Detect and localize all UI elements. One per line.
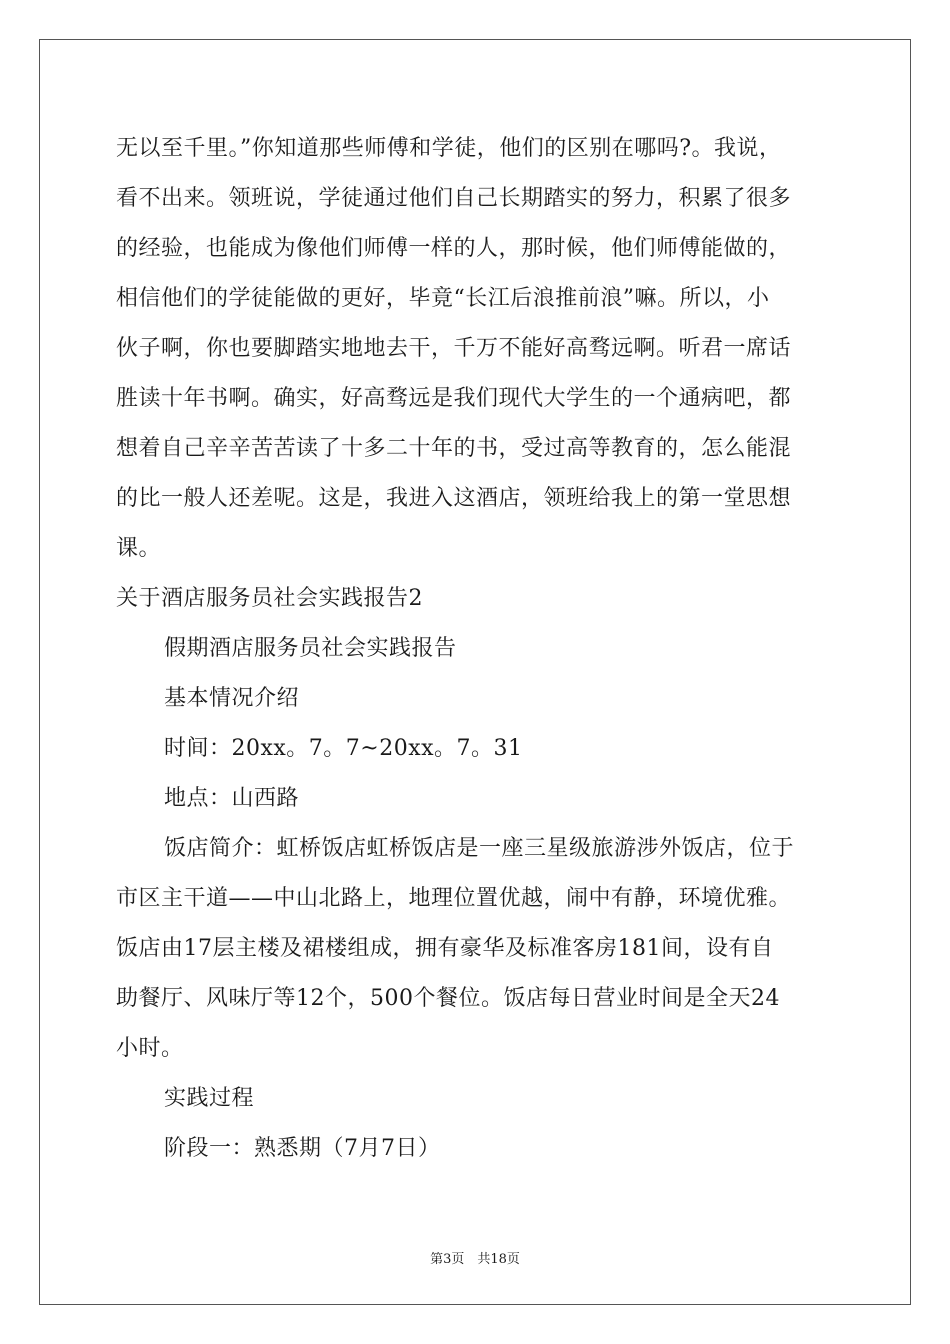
stage-one: 阶段一：熟悉期（7月7日） [164,1136,441,1161]
document-body [116,124,836,1174]
section-heading: 关于酒店服务员社会实践报告2 [116,586,423,611]
time-line: 时间：20xx。7。7~20xx。7。31 [164,736,523,761]
body-line-8: 的比一般人还差呢。这是，我进入这酒店，领班给我上的第一堂思想 [116,486,792,511]
body-line-6: 胜读十年书啊。确实，好高骛远是我们现代大学生的一个通病吧，都 [116,386,792,411]
intro-line-2: 市区主干道——中山北路上，地理位置优越，闹中有静，环境优雅。 [116,886,792,911]
body-line-4: 相信他们的学徒能做的更好，毕竟“长江后浪推前浪”嘛。所以，小 [116,286,770,311]
body-line-2: 看不出来。领班说，学徒通过他们自己长期踏实的努力，积累了很多 [116,186,792,211]
body-line-5: 伙子啊，你也要脚踏实地地去干，千万不能好高骛远啊。听君一席话 [116,336,792,361]
body-line-3: 的经验，也能成为像他们师傅一样的人，那时候，他们师傅能做的， [116,236,792,261]
body-line-1: 无以至千里。”你知道那些师傅和学徒，他们的区别在哪吗?。我说， [116,136,782,161]
body-line-9: 课。 [116,536,162,561]
basic-info-heading: 基本情况介绍 [164,686,300,711]
page-footer: 第3页 共18页 [430,1252,520,1267]
body-line-7: 想着自己辛辛苦苦读了十多二十年的书，受过高等教育的，怎么能混 [116,436,792,461]
intro-line-4: 助餐厅、风味厅等12个，500个餐位。饭店每日营业时间是全天24 [116,986,780,1011]
intro-line-1: 饭店简介：虹桥饭店虹桥饭店是一座三星级旅游涉外饭店，位于 [164,836,795,861]
process-heading: 实践过程 [164,1086,255,1111]
report-title: 假期酒店服务员社会实践报告 [164,636,457,661]
intro-line-5: 小时。 [116,1036,184,1061]
intro-line-3: 饭店由17层主楼及裙楼组成，拥有豪华及标准客房181间，设有自 [116,936,774,961]
location-line: 地点：山西路 [164,786,300,811]
